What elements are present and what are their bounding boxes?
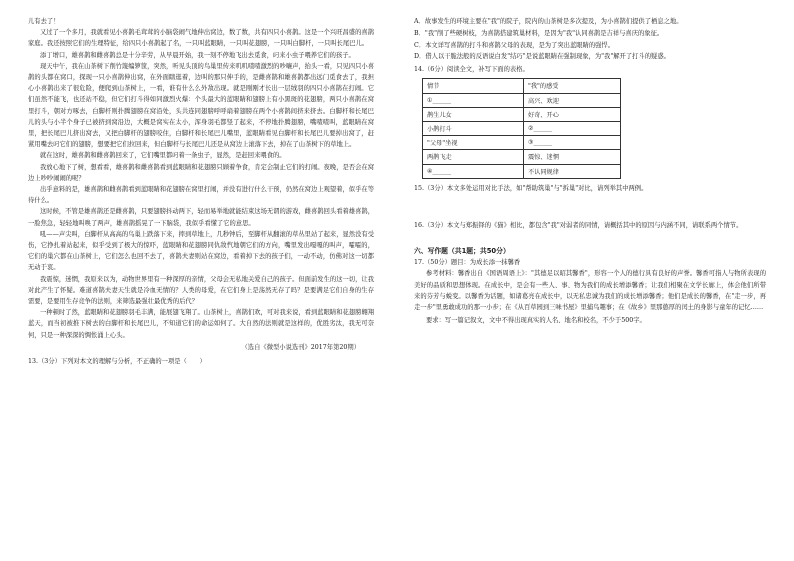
table-cell: "父母"坐视 [423, 136, 524, 150]
story-paragraph: 我放心地下了树，想看看，雄喜鹊和雌喜鹊看到蓝眼睛和花翅膀只顾着争食，肯定会制止它们的打闹。夜晚，是否会在窝边上吵吵闹闹的呢？ [28, 163, 374, 182]
story-paragraph: 这时候，不管是雄喜鹊还是雌喜鹊，只要翅膀抖动两下，轻而易举地就能结束这场无谓的游戏，雌喜鹊回头看着雄喜鹊，一脸焦急，轻轻地叫唤了两声，雄喜鹊摇晃了一下脑袋，我似乎看懂了它的意思。 [28, 208, 374, 227]
table-cell: 震惊、迷惘 [524, 150, 621, 164]
table-row [423, 121, 621, 135]
table-row [423, 164, 621, 178]
question-14: 14.（6分）阅读全文，补写下面的表格。 [414, 66, 529, 74]
story-paragraph: 又过了一个多月，我就看见小喜鹊毛茸茸的小脑袋闹气地伸出窝边，数了数，共有四只小喜鹊。这是一个兴旺昌盛的喜鹊家庭。我还按照它们的生理特征，给四只小喜鹊起了名，一只叫蓝眼睛，一只叫花翅膀，一只叫白脚杆，一只叫长尾巴儿。 [28, 29, 374, 48]
table-cell: ①______ [423, 93, 524, 107]
story-paragraph: 就在这时，雄喜鹊和雌喜鹊回来了，它们嘴里都叼着一条虫子，显然，是赶回来喂食的。 [40, 152, 286, 160]
question-13: 13.（3分）下列对本文的理解与分析，不正确的一项是（ ） [28, 358, 206, 366]
table-cell: ③______ [524, 136, 621, 150]
table-cell: 鹊生儿女 [423, 107, 524, 121]
table-cell: 小鹊打斗 [423, 121, 524, 135]
source-citation: （选自《微型小说选刊》2017年第20期） [241, 343, 360, 351]
option-c: C．本文详写喜鹊的打斗和喜鹊父母的表现，是为了突出蓝眼睛的强悍。 [414, 41, 615, 49]
table-row [423, 150, 621, 164]
left-column [28, 16, 374, 367]
option-a: A．故事发生的环境主要在"我"的院子，院内的山茶树是多次提及，为小喜鹊们提供了栖息之地。 [414, 18, 683, 25]
table-header-cell: 情节 [423, 79, 524, 93]
table-cell: ②______ [524, 121, 621, 135]
table-cell: 好奇、开心 [524, 107, 621, 121]
story-paragraph: 一种顿时了然，蓝眼睛和花翅膀羽毛丰满，能展翅飞翔了。山茶树上，喜鹊们欢，可对我来说，看到蓝眼睛和花翅膀翱翔蓝天，而当初被推下树去的白脚杆和长尾巴儿，不知道它们的命运如何了。大自然的法则就是这样的，优胜劣汰，我无可奈何，只是一种深深的惆怅涌上心头。 [28, 309, 374, 339]
reference-material: 参考材料：馨香出自《国语周语上》："其德足以昭其馨香"，形容一个人的德行具有良好的声誉。馨香可指人与物所表现的美好的品质和思想体现。在成长中，是会有一些人、事、物为我们的成长增添馨香；让我们相聚在文学长廊上，体会他们所带来的芬芳与蜕变。以馨香为话题，如诸葛亮在成长中，以无私忠诚为我们的成长增添馨香；他们是成长的馨香，在"走一步，再走一步"里勇敢成功的那一小步；在《从百草园到三味书屋》里捕鸟趣事；在《故乡》里那憨厚的闰土的身影与童年的记忆…… [414, 270, 766, 311]
plot-feeling-table [422, 78, 621, 178]
story-paragraph: 儿有去了！ [28, 18, 60, 25]
question-16: 16.（3分）本文与郑振铎的《猫》相比，都包含"我"对弱者的同情，请概括其中的原因与内涵不同，请联系两个情节。 [414, 221, 743, 229]
table-cell: 两鹊飞走 [423, 150, 524, 164]
right-column [414, 16, 766, 326]
table-cell: 不认同规律 [524, 164, 621, 178]
story-paragraph: 出乎意料的是，雄喜鹊和雌喜鹊看到蓝眼睛和花翅膀在窝里打闹，并没有进行什么干预，仍然在窝边上观望着，似乎在等待什么。 [28, 186, 374, 205]
table-header-cell: "我"的感受 [524, 79, 621, 93]
question-15: 15.（3分）本文多处运用对比手法，如"帮助筑巢"与"拆巢"对比，请列举其中两例。 [414, 184, 648, 192]
table-row [423, 93, 621, 107]
story-paragraph: 现天中午，我在山茶树下削竹篾编箩筐，突然，听见头顶的鸟巢里传来叽叽喳喳激烈的吵嚷声，抬头一看，只见四只小喜鹊的头都在窝口，探现一只小喜鹊伸出窝，在外面瞎逛着，边叫的那只伸手的，是雌喜鹊和雄喜鹊都出远门觅食去了，我担心小喜鹊出来了很危险，便爬到山茶树上，一看，谁有什么么外敌出现。就是刚刚才长出一层绒羽的四只小喜鹊在打闹。它们虽然不能飞，也还站不稳，但它们打斗得如同激烈火爆：个头最大的蓝眼睛和翅膀上有小黑斑的花翅膀，两只小喜鹊在窝里打斗，朝对方啄去，白脚杆则扑腾翅膀在窝沿处，头共连同翅膀呼呼扇着翅膀在两个小喜鹊间挤来挤去。白脚杆和长尾巴儿的头与小半个身子已被挤到窝沿边，大概是窝实在太小，浑身羽毛都竖了起来，不停地扑腾翅膀，嘴喳喳叫，蓝眼睛在窝里，把长尾巴儿挤出窝去，又把白脚杆的翅膀咬住，白脚杆和长尾巴儿嘴里，蓝眼睛看见白脚杆和长尾巴儿要掉出窝了，赶紧用嘴去叼它们的翅膀，想要把它们拉回来，但白脚杆与长尾巴儿还是从窝边上滚落下去，掉在了山茶树下的草地上。 [28, 62, 374, 149]
writing-requirement: 要求：写一篇记叙文，文中不得出现真实的人名、地名和校名，不少于500字。 [426, 317, 646, 325]
story-paragraph: 我震惊，迷惘，我原来以为，动物世界里有一种深厚的亲情，父母会无私地关爱自己的孩子。但面前发生的这一切，让我对此产生了怀疑。难道喜鹊夫妻天生就是冷血无情的？人类的母爱，在它们身上是荡然无存了吗？是要满足它们自身的生存需要，是要用生存竞争的法则，来筛选最强壮最优秀的后代？ [28, 275, 374, 306]
table-header-row [423, 79, 621, 93]
table-row [423, 107, 621, 121]
answer-space [414, 194, 766, 220]
option-b: B．"我"削了些硬树枝，为喜鹊搭建筑巢材料，是因为"我"认同喜鹊是吉祥与喜庆的象征。 [414, 29, 664, 37]
table-row [423, 136, 621, 150]
story-paragraph: 吼——声尖叫，白脚杆从高高的鸟巢上跌落下来，摔到草地上，几秒钟后，至脚杆从翻滚的草丛里站了起来，显然没有受伤，它挣扎着站起来，似乎受到了极大的惊吓，蓝眼睛和花翅膀同仇敌忾地朝它们的方向，嘴里发出嘎嘎的叫声，嚯嚯的，它们的巢穴都在山茶树上，它们怎么也回不去了，喜鹊夫妻则站在窝边，看着掉下去的孩子们，一动不动，仿佛对这一切都无动于衷。 [28, 230, 374, 272]
table-cell: 高兴、欢迎 [524, 93, 621, 107]
table-cell: ④______ [423, 164, 524, 178]
section-heading: 六、写作题（共1题；共50分） [414, 247, 510, 256]
story-paragraph: 添丁增口，雄喜鹊和雌喜鹊总是十分辛劳，从早晨开始，我一刻不停地飞出去觅食，叼来小虫子喂养它们的孩子。 [40, 51, 355, 59]
option-d: D．借人以干脆法般的反语说白发"结巧"是说蓝眼睛在强制现象，为"我"解开了打斗的疑惑。 [414, 53, 670, 61]
question-17: 17.（50分）题目：为成长添一抹馨香 [414, 259, 521, 267]
